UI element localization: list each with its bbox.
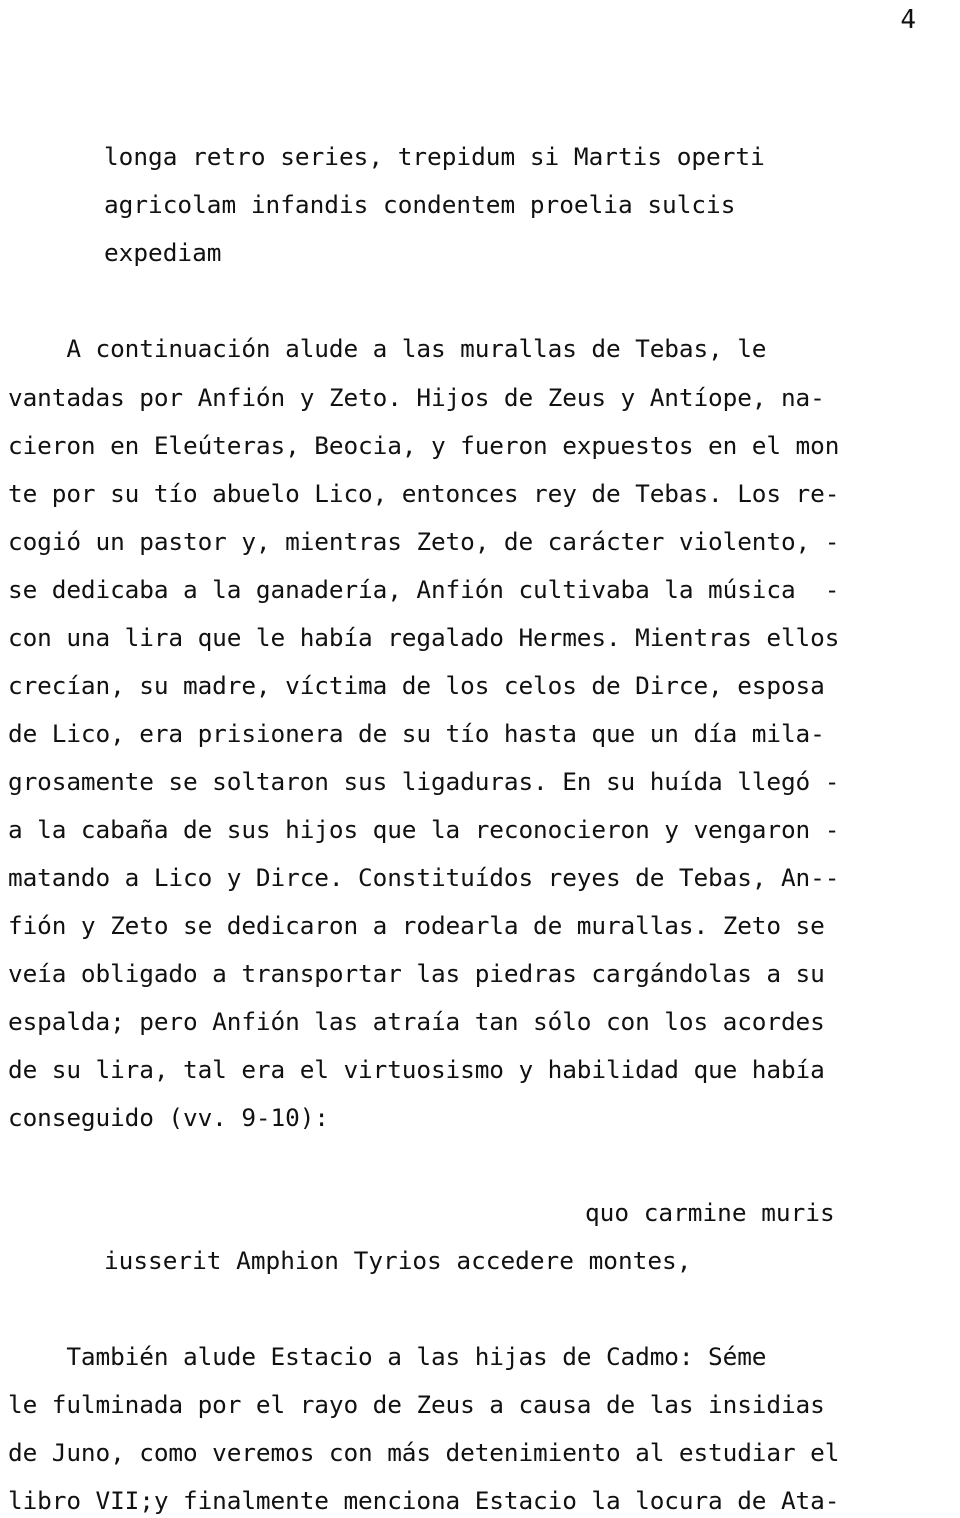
paragraph-line: de Juno, como veremos con más detenimiento al estudiar el (8, 1438, 840, 1467)
paragraph-line: cogió un pastor y, mientras Zeto, de carácter violento, - (8, 527, 840, 556)
latin-quote-line: agricolam infandis condentem proelia sulcis (104, 190, 736, 219)
page-number: 4 (900, 5, 916, 35)
paragraph-line: cieron en Eleúteras, Beocia, y fueron expuestos en el mon (8, 431, 840, 460)
paragraph-line: grosamente se soltaron sus ligaduras. En su huída llegó - (8, 767, 840, 796)
paragraph-line: libro VII;y finalmente menciona Estacio la locura de Ata- (8, 1486, 840, 1515)
paragraph-line: a la cabaña de sus hijos que la reconocieron y vengaron - (8, 815, 840, 844)
paragraph-line: te por su tío abuelo Lico, entonces rey de Tebas. Los re- (8, 479, 840, 508)
paragraph-line: de su lira, tal era el virtuosismo y habilidad que había (8, 1055, 825, 1084)
paragraph-line: crecían, su madre, víctima de los celos de Dirce, esposa (8, 671, 825, 700)
paragraph-line: le fulminada por el rayo de Zeus a causa de las insidias (8, 1390, 825, 1419)
paragraph-line: espalda; pero Anfión las atraía tan sólo con los acordes (8, 1007, 825, 1036)
paragraph-line: matando a Lico y Dirce. Constituídos reyes de Tebas, An-- (8, 863, 840, 892)
latin-quote-line: quo carmine muris (585, 1198, 835, 1227)
paragraph-line: veía obligado a transportar las piedras cargándolas a su (8, 959, 825, 988)
paragraph-line: se dedicaba a la ganadería, Anfión cultivaba la música - (8, 575, 840, 604)
paragraph-line: vantadas por Anfión y Zeto. Hijos de Zeus y Antíope, na- (8, 383, 825, 412)
paragraph-line: También alude Estacio a las hijas de Cadmo: Séme (8, 1342, 767, 1371)
latin-quote-line: longa retro series, trepidum si Martis operti (104, 142, 765, 171)
paragraph-line: fión y Zeto se dedicaron a rodearla de murallas. Zeto se (8, 911, 825, 940)
paragraph-line: A continuación alude a las murallas de Tebas, le (8, 334, 767, 363)
paragraph-line: con una lira que le había regalado Hermes. Mientras ellos (8, 623, 840, 652)
paragraph-line: conseguido (vv. 9-10): (8, 1103, 329, 1132)
latin-quote-line: iusserit Amphion Tyrios accedere montes, (104, 1246, 692, 1275)
latin-quote-line: expediam (104, 238, 222, 267)
paragraph-line: de Lico, era prisionera de su tío hasta que un día mila- (8, 719, 825, 748)
